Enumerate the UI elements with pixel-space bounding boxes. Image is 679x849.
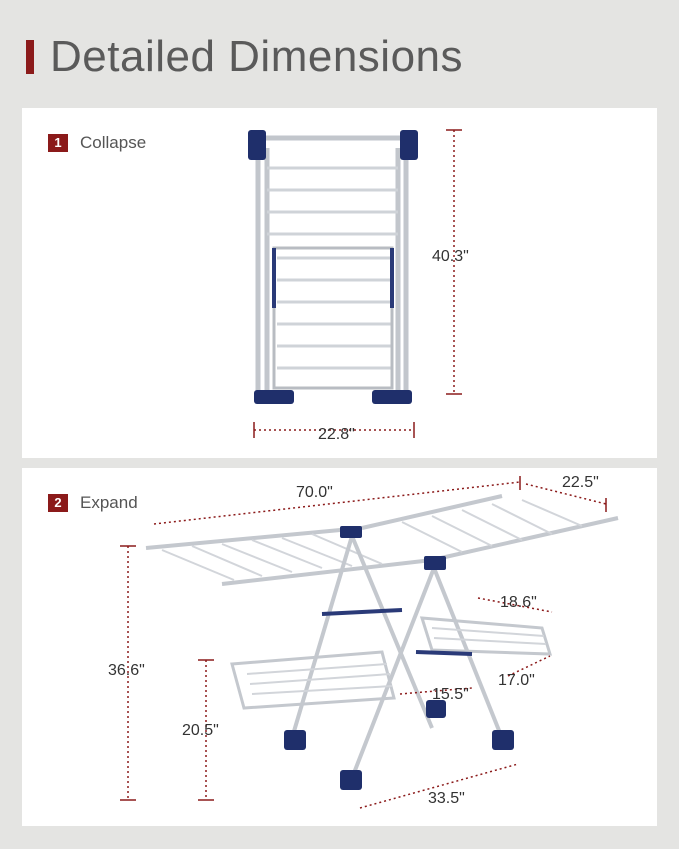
collapse-panel xyxy=(22,108,657,458)
expanded-rack-drawing xyxy=(22,468,657,826)
collapse-width-label: 22.8" xyxy=(318,426,355,443)
expand-wing-length-label: 18.6" xyxy=(500,594,537,611)
expand-height-label: 36.6" xyxy=(108,662,145,679)
collapse-height-label: 40.3" xyxy=(432,248,469,265)
expand-length-label: 70.0" xyxy=(296,484,333,501)
expand-label: Expand xyxy=(80,493,138,512)
expand-panel xyxy=(22,468,657,826)
collapsed-rack-drawing xyxy=(22,108,657,458)
page-title: Detailed Dimensions xyxy=(50,32,464,81)
expand-depth-label: 22.5" xyxy=(562,474,599,491)
expand-wing-depth-label: 17.0" xyxy=(498,672,535,689)
title-accent-bar xyxy=(26,40,34,74)
collapse-label: Collapse xyxy=(80,133,147,152)
expand-base-width-label: 33.5" xyxy=(428,790,465,807)
expand-lower-height-label: 20.5" xyxy=(182,722,219,739)
expand-step-badge: 2 xyxy=(48,494,68,512)
expand-inner-width-label: 15.5" xyxy=(432,686,469,703)
collapse-step-badge: 1 xyxy=(48,134,68,152)
